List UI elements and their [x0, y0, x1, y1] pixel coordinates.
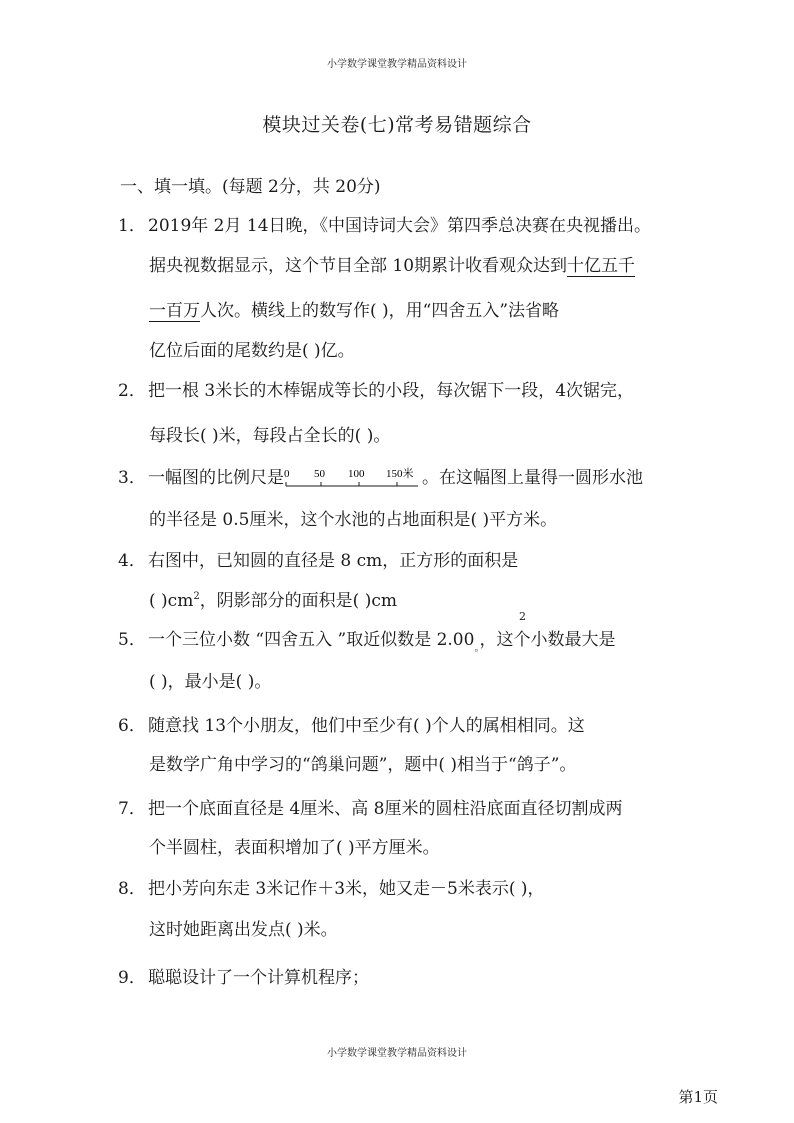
scale-tick-100: 100	[348, 467, 365, 480]
question-7-line-1: 把一个底面直径是 4厘米、高 8厘米的圆柱沿底面直径切割成两	[148, 799, 623, 819]
question-3-number: 3．	[118, 468, 146, 488]
question-5-number: 5．	[118, 630, 146, 650]
question-3-line-1: 一幅图的比例尺是 0 50 100 150米 。在这幅图上量得一圆形水池	[148, 463, 643, 494]
question-2-line-2: 每段长( )米，每段占全长的( )。	[149, 426, 391, 446]
question-2-line-1: 把一根 3米长的木棒锯成等长的小段，每次锯下一段，4次锯完，	[148, 381, 635, 401]
question-2-number: 2．	[118, 381, 146, 401]
question-1-line-4: 亿位后面的尾数约是( )亿。	[149, 341, 355, 361]
scale-tick-0: 0	[284, 467, 290, 480]
question-6-line-2: 是数学广角中学习的“鸽巢问题”，题中( )相当于“鸽子”。	[149, 755, 577, 775]
section-heading: 一、填一填。(每题 2分，共 20分)	[120, 177, 381, 197]
scale-bar	[284, 464, 422, 494]
page-number: 第1页	[678, 1088, 718, 1106]
question-3-line-2: 的半径是 0.5厘米，这个水池的占地面积是( )平方米。	[149, 510, 558, 530]
page-header: 小学数学课堂教学精品资料设计	[327, 59, 467, 70]
page-title: 模块过关卷(七)常考易错题综合	[262, 114, 532, 136]
question-4-line-1: 右图中，已知圆的直径是 8 cm，正方形的面积是	[148, 551, 519, 571]
scale-tick-150: 150米	[386, 467, 414, 480]
question-4-line-2: ( )$cm^2$，阴影部分的面积是( )cm	[149, 591, 397, 611]
question-4-number: 4．	[118, 551, 146, 571]
question-8-line-1: 把小芳向东走 3米记作＋3米，她又走－5米表示( )，	[148, 879, 545, 899]
underlined-number-words-cont: 一百万	[149, 301, 200, 321]
question-6-number: 6．	[118, 716, 146, 736]
scale-tick-50: 50	[314, 467, 325, 480]
question-1-line-1: 2019年 2月 14日晚，《中国诗词大会》第四季总决赛在央视播出。	[148, 216, 652, 236]
question-1-line-3: 一百万人次。横线上的数写作( )，用“四舍五入”法省略	[149, 301, 560, 321]
question-4-superscript: 2	[519, 610, 526, 623]
question-6-line-1: 随意找 13个小朋友，他们中至少有( )个人的属相相同。这	[148, 716, 585, 736]
question-8-number: 8．	[118, 879, 146, 899]
question-7-number: 7．	[118, 799, 146, 819]
question-8-line-2: 这时她距离出发点( )米。	[149, 920, 338, 940]
question-1-line-2: 据央视数据显示，这个节目全部 10期累计收看观众达到十亿五千	[149, 256, 636, 276]
question-9-line-1: 聪聪设计了一个计算机程序；	[148, 968, 369, 988]
question-1-number: 1．	[118, 216, 146, 236]
question-9-number: 9．	[118, 968, 146, 988]
question-5-line-2: ( )，最小是( )。	[149, 672, 272, 692]
page-footer: 小学数学课堂教学精品资料设计	[327, 1048, 467, 1059]
underlined-number-words: 十亿五千	[567, 256, 636, 276]
question-5-line-1: 一个三位小数 “四舍五入 ”取近似数是 $2.00_。$，这个小数最大是	[148, 630, 616, 654]
question-7-line-2: 个半圆柱，表面积增加了( )平方厘米。	[149, 838, 440, 858]
